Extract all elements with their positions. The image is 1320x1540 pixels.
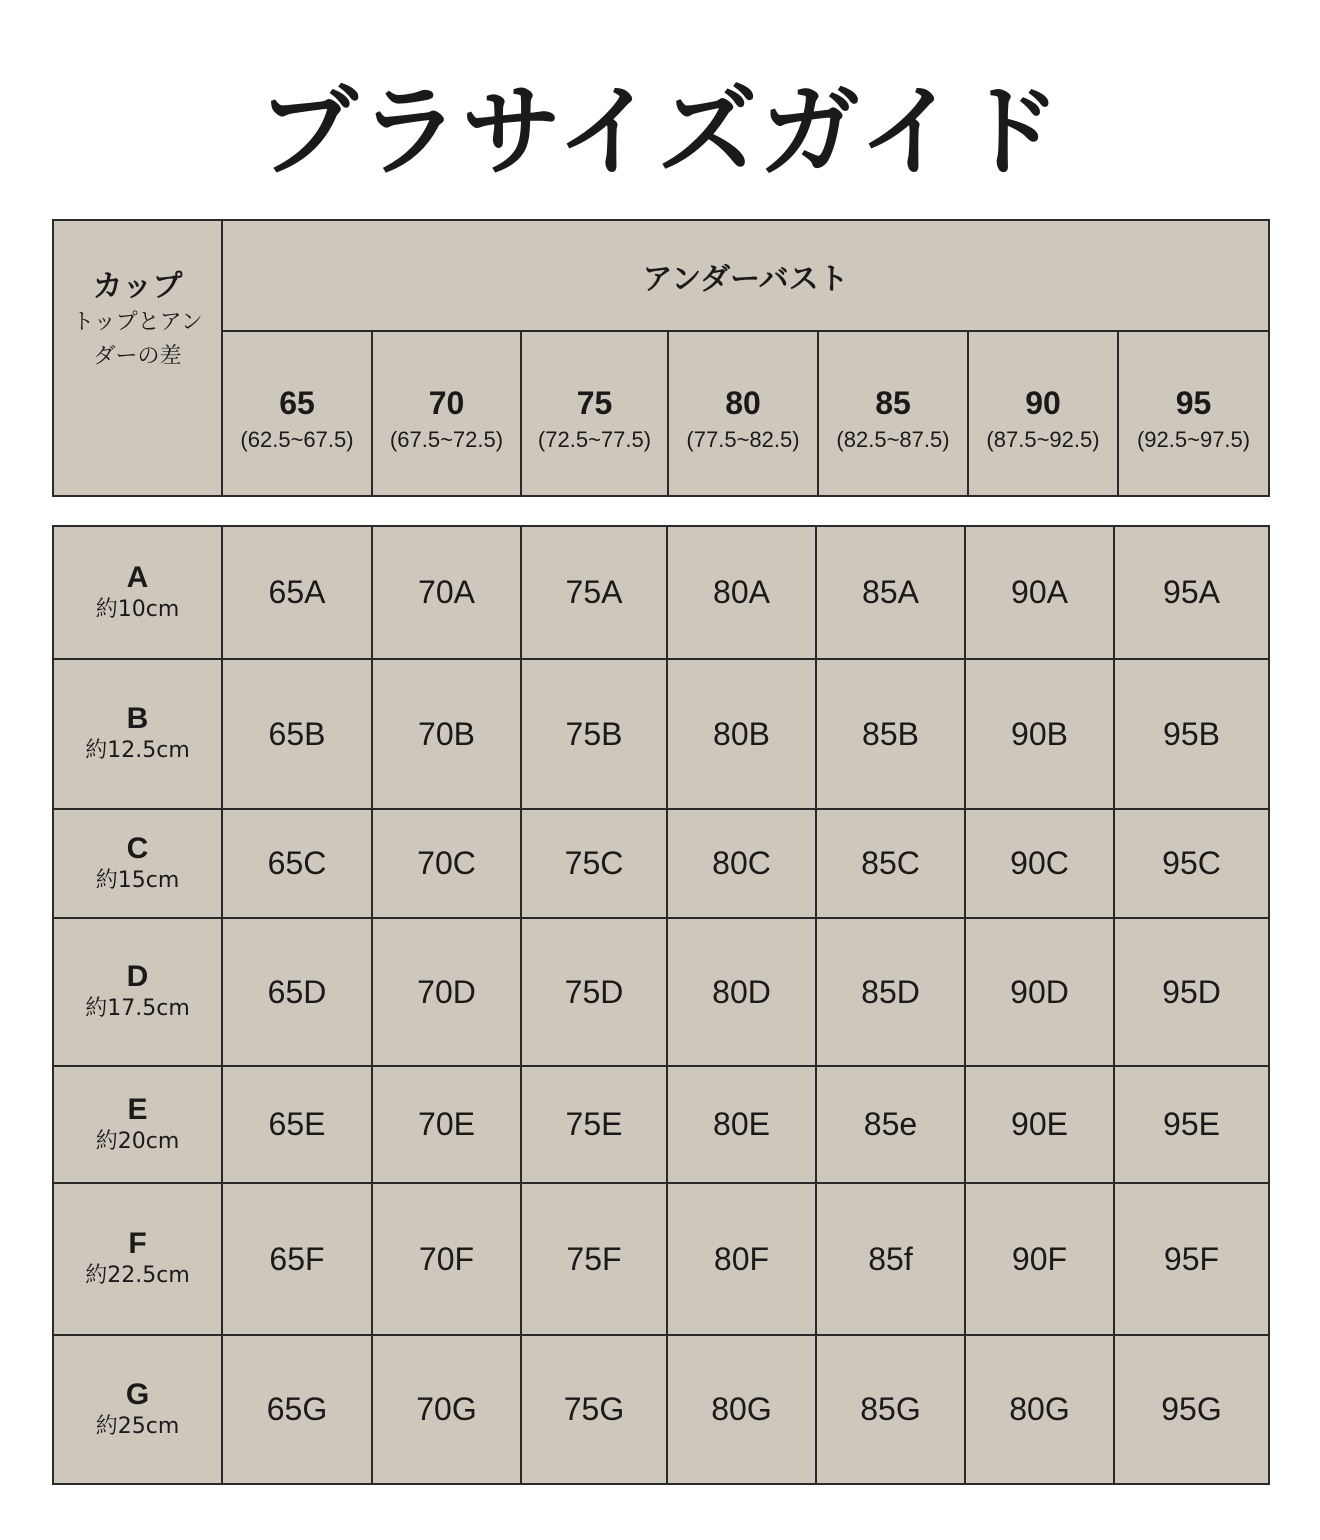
band-size-cell-80 [668, 331, 818, 496]
band-size-number: 70 [428, 384, 465, 421]
size-cell: 85D [816, 918, 965, 1066]
size-cell: 70A [372, 526, 521, 659]
size-cell: 95D [1114, 918, 1269, 1066]
cup-difference: 約15cm [95, 867, 180, 893]
cup-letter: C [126, 831, 149, 865]
page-title: ブラサイズガイド [257, 73, 1063, 190]
band-size-number: 75 [576, 384, 613, 421]
size-cell: 75F [521, 1183, 667, 1335]
band-size-cell-75 [521, 331, 668, 496]
band-size-cell-85 [818, 331, 968, 496]
cup-difference: 約25cm [95, 1413, 180, 1439]
band-size-cell-70 [372, 331, 521, 496]
size-cell: 80E [667, 1066, 816, 1183]
size-cell: 70C [372, 809, 521, 918]
cup-letter: D [126, 960, 149, 993]
band-size-range: (67.5~72.5) [389, 426, 504, 452]
underbust-header-cell [222, 220, 1269, 331]
size-cell: 70E [372, 1066, 521, 1183]
size-cell: 90C [965, 809, 1114, 918]
size-cell: 65E [222, 1066, 372, 1183]
cup-cell [53, 918, 222, 1066]
size-cell: 85A [816, 526, 965, 659]
size-guide-header-table [52, 219, 1270, 497]
size-cell: 75G [521, 1335, 667, 1484]
size-cell: 85B [816, 659, 965, 809]
size-cell: 75E [521, 1066, 667, 1183]
size-cell: 65C [222, 809, 372, 918]
size-cell: 85f [816, 1183, 965, 1335]
cup-cell [53, 659, 222, 809]
cup-difference: 約17.5cm [85, 996, 190, 1021]
cup-header-cell [53, 220, 222, 496]
size-cell: 80C [667, 809, 816, 918]
size-cell: 80G [965, 1335, 1114, 1484]
size-cell: 70B [372, 659, 521, 809]
size-cell: 85e [816, 1066, 965, 1183]
cup-letter: G [125, 1377, 150, 1411]
size-cell: 70G [372, 1335, 521, 1484]
cup-header-sub-line1: トップとアン [72, 310, 203, 335]
size-cell: 90E [965, 1066, 1114, 1183]
size-cell: 65A [222, 526, 372, 659]
band-size-range: (77.5~82.5) [686, 426, 800, 452]
size-cell: 70D [372, 918, 521, 1066]
size-cell: 85C [816, 809, 965, 918]
cup-difference: 約22.5cm [85, 1263, 190, 1288]
cup-cell [53, 1335, 222, 1484]
band-size-range: (62.5~67.5) [240, 426, 354, 452]
size-cell: 95F [1114, 1183, 1269, 1335]
cup-difference: 約10cm [95, 596, 180, 622]
band-size-range: (92.5~97.5) [1136, 426, 1251, 452]
table-row-cup-a [53, 526, 1269, 659]
band-size-cell-90 [968, 331, 1118, 496]
size-cell: 75B [521, 659, 667, 809]
cup-cell [53, 1183, 222, 1335]
band-size-number: 90 [1025, 384, 1061, 421]
size-cell: 80A [667, 526, 816, 659]
cup-cell [53, 526, 222, 659]
cup-letter: E [127, 1092, 148, 1126]
table-row-cup-c [53, 809, 1269, 918]
size-cell: 95B [1114, 659, 1269, 809]
table-row-cup-f [53, 1183, 1269, 1335]
size-cell: 95C [1114, 809, 1269, 918]
size-cell: 75D [521, 918, 667, 1066]
band-size-number: 95 [1175, 384, 1212, 421]
cup-header-label: カップ [92, 269, 183, 304]
band-size-number: 80 [725, 384, 761, 421]
table-row-cup-g [53, 1335, 1269, 1484]
cup-letter: B [126, 702, 149, 735]
cup-letter: A [126, 560, 149, 594]
band-size-range: (87.5~92.5) [986, 426, 1100, 452]
size-cell: 90B [965, 659, 1114, 809]
size-cell: 95E [1114, 1066, 1269, 1183]
size-cell: 90D [965, 918, 1114, 1066]
size-cell: 85G [816, 1335, 965, 1484]
cup-difference: 約20cm [95, 1128, 180, 1154]
cup-cell [53, 809, 222, 918]
band-size-row [53, 331, 1269, 496]
size-cell: 65D [222, 918, 372, 1066]
size-cell: 65B [222, 659, 372, 809]
band-size-number: 85 [875, 384, 911, 421]
size-cell: 95A [1114, 526, 1269, 659]
underbust-label: アンダーバスト [642, 261, 849, 297]
size-guide-body-table [52, 525, 1270, 1485]
cup-letter: F [128, 1227, 147, 1260]
band-size-range: (72.5~77.5) [537, 426, 652, 452]
band-size-number: 65 [279, 384, 315, 421]
cup-header-sub-line2: ダーの差 [93, 344, 182, 369]
size-cell: 90F [965, 1183, 1114, 1335]
size-cell: 80F [667, 1183, 816, 1335]
size-cell: 95G [1114, 1335, 1269, 1484]
band-size-cell-95 [1118, 331, 1269, 496]
size-cell: 80D [667, 918, 816, 1066]
cup-cell [53, 1066, 222, 1183]
size-rows [53, 526, 1269, 1484]
size-cell: 75A [521, 526, 667, 659]
size-cell: 90A [965, 526, 1114, 659]
size-cell: 65F [222, 1183, 372, 1335]
table-row-cup-d [53, 918, 1269, 1066]
cup-difference: 約12.5cm [85, 738, 190, 763]
table-row-cup-b [53, 659, 1269, 809]
size-cell: 75C [521, 809, 667, 918]
size-cell: 80B [667, 659, 816, 809]
band-size-cell-65 [222, 331, 372, 496]
table-row-cup-e [53, 1066, 1269, 1183]
size-cell: 80G [667, 1335, 816, 1484]
size-cell: 65G [222, 1335, 372, 1484]
band-size-range: (82.5~87.5) [836, 426, 950, 452]
size-cell: 70F [372, 1183, 521, 1335]
